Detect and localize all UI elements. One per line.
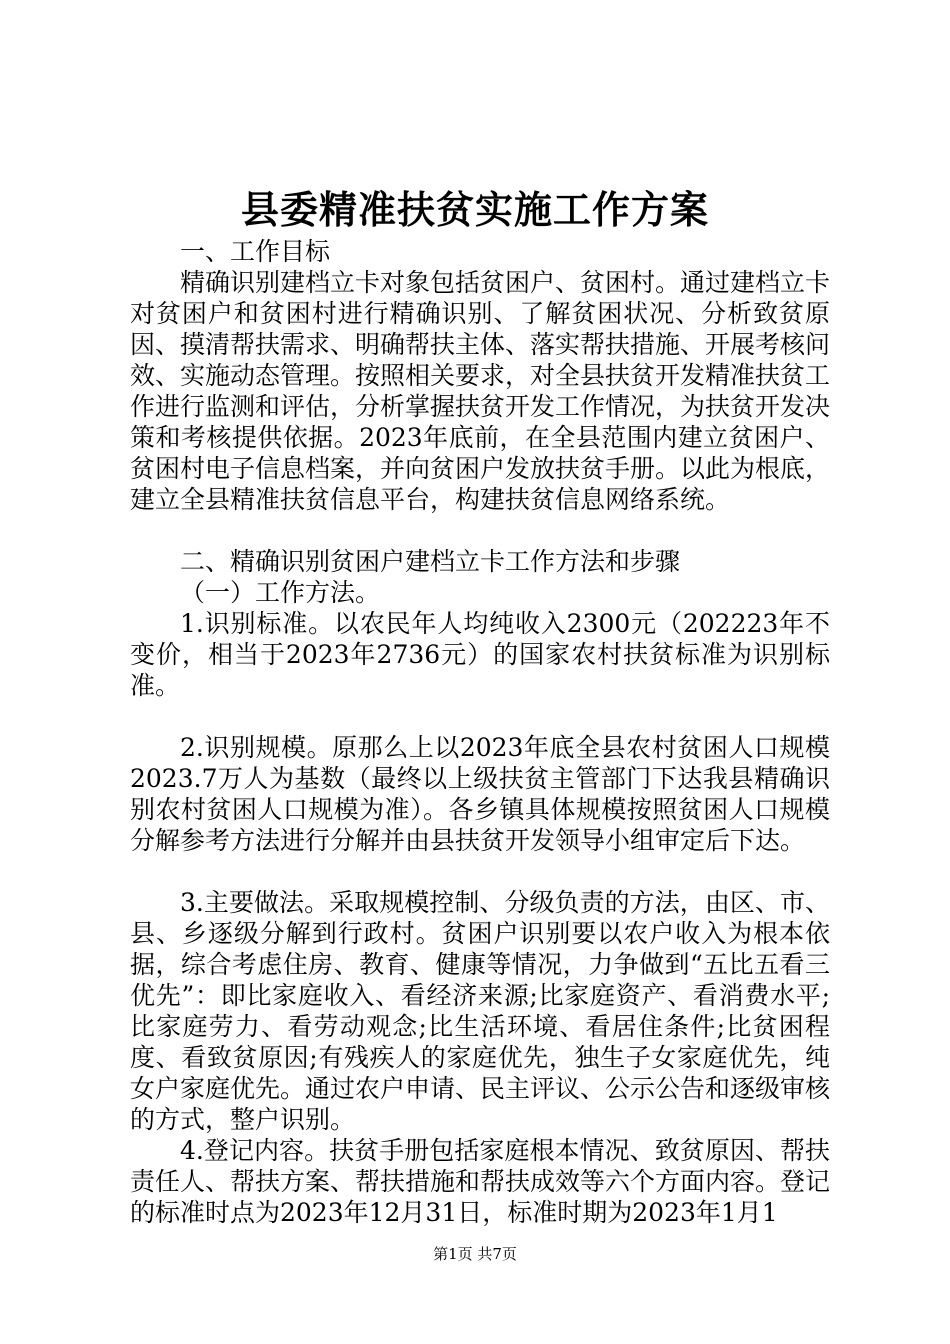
paragraph-item-2: 2.识别规模。原那么上以2023年底全县农村贫困人口规模2023.7万人为基数（最终以上级扶贫主管部门下达我县精确识别农村贫困人口规模为准）。各乡镇具体规模按照贫困人口规模分解参考方法进行分解并由县扶贫开发领导小组审定后下达。 <box>130 733 830 855</box>
paragraph-item-4: 4.登记内容。扶贫手册包括家庭根本情况、致贫原因、帮扶责任人、帮扶方案、帮扶措施和帮扶成效等六个方面内容。登记的标准时点为2023年12月31日，标准时期为2023年1月1 <box>130 1136 831 1227</box>
paragraph-item-3: 3.主要做法。采取规模控制、分级负责的方法，由区、市、县、乡逐级分解到行政村。贫困户识别要以农户收入为根本依据，综合考虑住房、教育、健康等情况，力争做到“五比五看三优先”：即比家庭收入、看经济来源;比家庭资产、看消费水平;比家庭劳力、看劳动观念;比生活环境、看居住条件;比贫困程度、看致贫原因;有残疾人的家庭优先，独生子女家庭优先，纯女户家庭优先。通过农户申请、民主评议、公示公告和逐级审核的方式，整户识别。 <box>130 888 831 1134</box>
section-heading-methods: 二、精确识别贫困户建档立卡工作方法和步骤 <box>180 547 681 576</box>
paragraph-item-1: 1.识别标准。以农民年人均纯收入2300元（202223年不变价，相当于2023年2736元）的国家农村扶贫标准为识别标准。 <box>130 609 830 700</box>
page-number-footer: 第1页 共7页 <box>433 1245 517 1263</box>
paragraph-goals: 精确识别建档立卡对象包括贫困户、贫困村。通过建档立卡对贫困户和贫困村进行精确识别、了解贫困状况、分析致贫原因、摸清帮扶需求、明确帮扶主体、落实帮扶措施、开展考核问效、实施动态管理。按照相关要求，对全县扶贫开发精准扶贫工作进行监测和评估，分析掌握扶贫开发工作情况，为扶贫开发决策和考核提供依据。2023年底前，在全县范围内建立贫困户、贫困村电子信息档案，并向贫困户发放扶贫手册。以此为根底，建立全县精准扶贫信息平台，构建扶贫信息网络系统。 <box>130 268 831 514</box>
subsection-heading-methods: （一）工作方法。 <box>180 578 381 607</box>
paragraph-spacer <box>130 515 830 546</box>
paragraph-spacer <box>130 856 830 887</box>
document-title: 县委精准扶贫实施工作方案 <box>240 187 709 232</box>
document-body <box>130 236 830 1228</box>
section-heading-goals: 一、工作目标 <box>180 237 331 266</box>
paragraph-spacer <box>130 701 830 732</box>
